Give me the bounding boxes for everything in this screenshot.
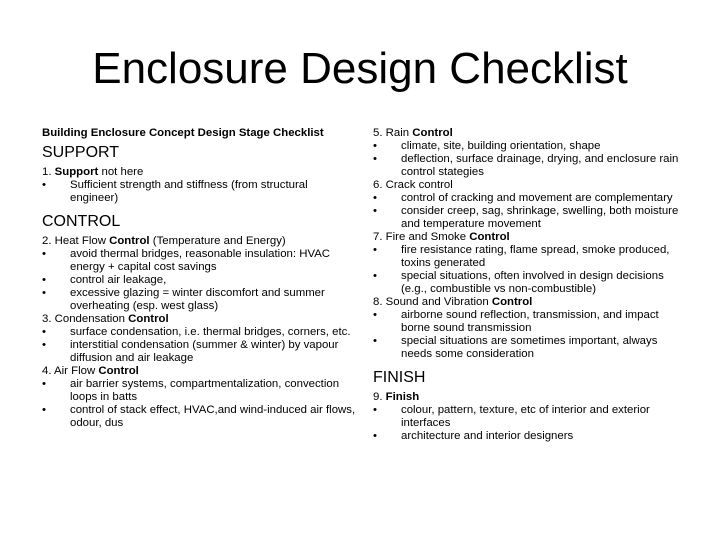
bullet-point-icon: • bbox=[42, 179, 46, 191]
item1-bullets bbox=[42, 179, 358, 205]
bullet-item bbox=[42, 339, 358, 365]
bullet-item bbox=[373, 244, 683, 270]
bullet-text: special situations, often involved in design decisions (e.g., combustible vs non-combustible) bbox=[401, 270, 664, 295]
item4-bullets bbox=[42, 378, 358, 430]
support-heading: SUPPORT bbox=[42, 144, 120, 161]
bullet-text: air barrier systems, compartmentalization, convection loops in batts bbox=[70, 378, 340, 403]
bullet-point-icon: • bbox=[42, 339, 46, 351]
finish-heading: FINISH bbox=[373, 369, 426, 386]
bullet-text: colour, pattern, texture, etc of interior and exterior interfaces bbox=[401, 404, 650, 429]
checklist-item-8: 8. Sound and Vibration Control bbox=[373, 296, 533, 308]
bullet-point-icon: • bbox=[373, 153, 377, 165]
left-column bbox=[42, 127, 358, 430]
checklist-item-5: 5. Rain Control bbox=[373, 127, 453, 139]
bullet-point-icon: • bbox=[42, 248, 46, 260]
item8-bullets bbox=[373, 309, 683, 361]
bullet-item bbox=[373, 309, 683, 335]
item7-bullets bbox=[373, 244, 683, 296]
item6-bullets bbox=[373, 192, 683, 231]
section-subheading: Building Enclosure Concept Design Stage Checklist bbox=[42, 127, 324, 139]
bullet-point-icon: • bbox=[42, 404, 46, 416]
bullet-point-icon: • bbox=[373, 205, 377, 217]
bullet-text: Sufficient strength and stiffness (from structural engineer) bbox=[70, 179, 308, 204]
bullet-text: fire resistance rating, flame spread, smoke produced, toxins generated bbox=[401, 244, 670, 269]
bullet-item bbox=[42, 287, 358, 313]
item5-bullets bbox=[373, 140, 683, 179]
bullet-point-icon: • bbox=[373, 309, 377, 321]
bullet-item bbox=[42, 378, 358, 404]
bullet-item bbox=[373, 140, 683, 153]
bullet-item bbox=[42, 274, 358, 287]
bullet-text: surface condensation, i.e. thermal bridges, corners, etc. bbox=[70, 326, 351, 338]
bullet-item bbox=[42, 326, 358, 339]
item3-bullets bbox=[42, 326, 358, 365]
item9-bullets bbox=[373, 404, 683, 443]
bullet-item bbox=[373, 404, 683, 430]
checklist-item-1: 1. Support not here bbox=[42, 166, 144, 178]
bullet-point-icon: • bbox=[373, 404, 377, 416]
bullet-text: excessive glazing = winter discomfort and summer overheating (esp. west glass) bbox=[70, 287, 325, 312]
bullet-point-icon: • bbox=[42, 326, 46, 338]
bullet-item bbox=[373, 335, 683, 361]
bullet-item bbox=[373, 270, 683, 296]
bullet-item bbox=[373, 430, 683, 443]
checklist-item-4: 4. Air Flow Control bbox=[42, 365, 139, 377]
bullet-point-icon: • bbox=[42, 287, 46, 299]
bullet-point-icon: • bbox=[373, 244, 377, 256]
bullet-text: consider creep, sag, shrinkage, swelling, both moisture and temperature movement bbox=[401, 205, 679, 230]
control-heading: CONTROL bbox=[42, 213, 121, 230]
checklist-item-9: 9. Finish bbox=[373, 391, 420, 403]
bullet-item bbox=[373, 192, 683, 205]
bullet-item bbox=[42, 179, 358, 205]
right-column bbox=[373, 127, 683, 443]
bullet-item bbox=[42, 248, 358, 274]
page-title: Enclosure Design Checklist bbox=[92, 44, 628, 93]
bullet-point-icon: • bbox=[373, 270, 377, 282]
bullet-point-icon: • bbox=[373, 430, 377, 442]
bullet-text: avoid thermal bridges, reasonable insulation: HVAC energy + capital cost savings bbox=[70, 248, 331, 273]
bullet-text: climate, site, building orientation, shape bbox=[401, 140, 601, 152]
bullet-item bbox=[42, 404, 358, 430]
checklist-item-3: 3. Condensation Control bbox=[42, 313, 169, 325]
bullet-point-icon: • bbox=[373, 140, 377, 152]
bullet-text: special situations are sometimes important, always needs some consideration bbox=[401, 335, 658, 360]
bullet-text: airborne sound reflection, transmission, and impact borne sound transmission bbox=[401, 309, 659, 334]
bullet-text: control of cracking and movement are complementary bbox=[401, 192, 673, 204]
checklist-item-2: 2. Heat Flow Control (Temperature and Energy) bbox=[42, 235, 286, 247]
bullet-point-icon: • bbox=[373, 192, 377, 204]
checklist-item-7: 7. Fire and Smoke Control bbox=[373, 231, 510, 243]
bullet-text: control of stack effect, HVAC,and wind-induced air flows, odour, dus bbox=[70, 404, 356, 429]
bullet-point-icon: • bbox=[373, 335, 377, 347]
bullet-point-icon: • bbox=[42, 274, 46, 286]
bullet-item bbox=[373, 153, 683, 179]
item2-bullets bbox=[42, 248, 358, 313]
bullet-text: control air leakage, bbox=[70, 274, 167, 286]
bullet-text: architecture and interior designers bbox=[401, 430, 574, 442]
bullet-item bbox=[373, 205, 683, 231]
bullet-text: deflection, surface drainage, drying, and enclosure rain control stategies bbox=[401, 153, 679, 178]
checklist-item-6: 6. Crack control bbox=[373, 179, 453, 191]
bullet-point-icon: • bbox=[42, 378, 46, 390]
bullet-text: interstitial condensation (summer & winter) by vapour diffusion and air leakage bbox=[70, 339, 339, 364]
